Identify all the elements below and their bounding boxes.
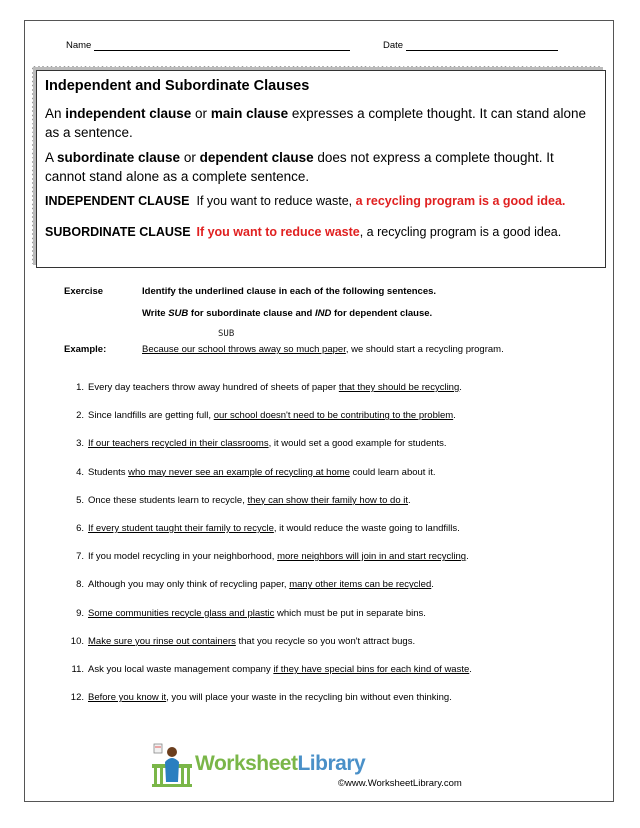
list-item [64,410,472,438]
example-text: Because our school throws away so much paper, we should start a recycling program. [142,344,504,355]
independent-label: INDEPENDENT CLAUSE [45,194,190,208]
item-sentence: If our teachers recycled in their classrooms, it would set a good example for students. [88,438,447,450]
list-item [64,382,472,410]
item-number: 8. [76,579,84,591]
item-sentence: Before you know it, you will place your waste in the recycling bin without even thinking. [88,692,452,704]
exercise-list [64,382,472,720]
date-blank[interactable] [406,40,558,51]
item-sentence: If every student taught their family to recycle, it would reduce the waste going to landfills. [88,522,460,534]
item-number: 12. [70,692,84,704]
item-number: 3. [76,438,84,450]
subordinate-plain: , a recycling program is a good idea. [359,225,562,239]
item-number: 10. [70,635,84,647]
item-number: 6. [76,522,84,534]
item-number: 2. [76,410,84,422]
box-title: Independent and Subordinate Clauses [45,78,310,94]
exercise-label: Exercise [64,286,104,297]
item-number: 5. [76,494,84,506]
list-item [64,636,472,664]
independent-plain: If you want to reduce waste, [196,194,356,208]
item-number: 11. [71,663,84,675]
example-handwritten-mark: SUB [218,329,235,339]
name-label: Name [66,40,92,51]
item-sentence: Although you may only think of recycling paper, many other items can be recycled. [88,579,434,591]
independent-example [45,192,595,211]
item-number: 1. [76,382,84,393]
subordinate-red: If you want to reduce waste [196,225,360,239]
logo-wordmark: WorksheetLibrary [195,752,366,775]
list-item [64,523,472,551]
item-number: 9. [76,607,84,619]
independent-definition: An independent clause or main clause expresses a complete thought. It can stand alone as a sentence. [45,106,587,140]
item-sentence: Students who may never see an example of recycling at home could learn about it. [88,466,436,478]
list-item [64,438,472,466]
subordinate-definition: A subordinate clause or dependent clause does not express a complete thought. It cannot stand alone as a complete sentence. [45,150,554,184]
item-sentence: Once these students learn to recycle, they can show their family how to do it. [88,494,411,506]
exercise-line-2: Write SUB for subordinate clause and IND for dependent clause. [142,308,433,319]
name-blank[interactable] [94,40,350,51]
list-item [64,551,472,579]
list-item [64,495,472,523]
item-number: 4. [76,466,84,478]
list-item [64,692,472,720]
list-item [64,608,472,636]
item-sentence: Since landfills are getting full, our school doesn't need to be contributing to the problem. [88,410,456,422]
item-number: 7. [76,551,84,563]
independent-red: a recycling program is a good idea. [355,194,566,208]
exercise-line-1: Identify the underlined clause in each of the following sentences. [142,286,437,297]
item-sentence: Ask you local waste management company if they have special bins for each kind of waste. [88,663,472,675]
copyright-text: ©www.WorksheetLibrary.com [338,778,462,789]
list-item [64,664,472,692]
list-item [64,579,472,607]
date-label: Date [383,40,404,51]
example-sentence [64,344,504,355]
definition-box [36,70,606,268]
date-field[interactable] [383,40,558,51]
item-sentence: Make sure you rinse out containers that you recycle so you won't attract bugs. [88,635,416,647]
subordinate-label: SUBORDINATE CLAUSE [45,225,191,239]
item-sentence: Every day teachers throw away hundred of sheets of paper that they should be recycling. [88,382,462,393]
item-sentence: If you model recycling in your neighborhood, more neighbors will join in and start recycling. [88,551,469,563]
subordinate-example [45,223,595,242]
list-item [64,467,472,495]
name-field[interactable] [66,40,350,51]
example-label: Example: [64,344,107,355]
item-sentence: Some communities recycle glass and plastic which must be put in separate bins. [88,607,426,619]
